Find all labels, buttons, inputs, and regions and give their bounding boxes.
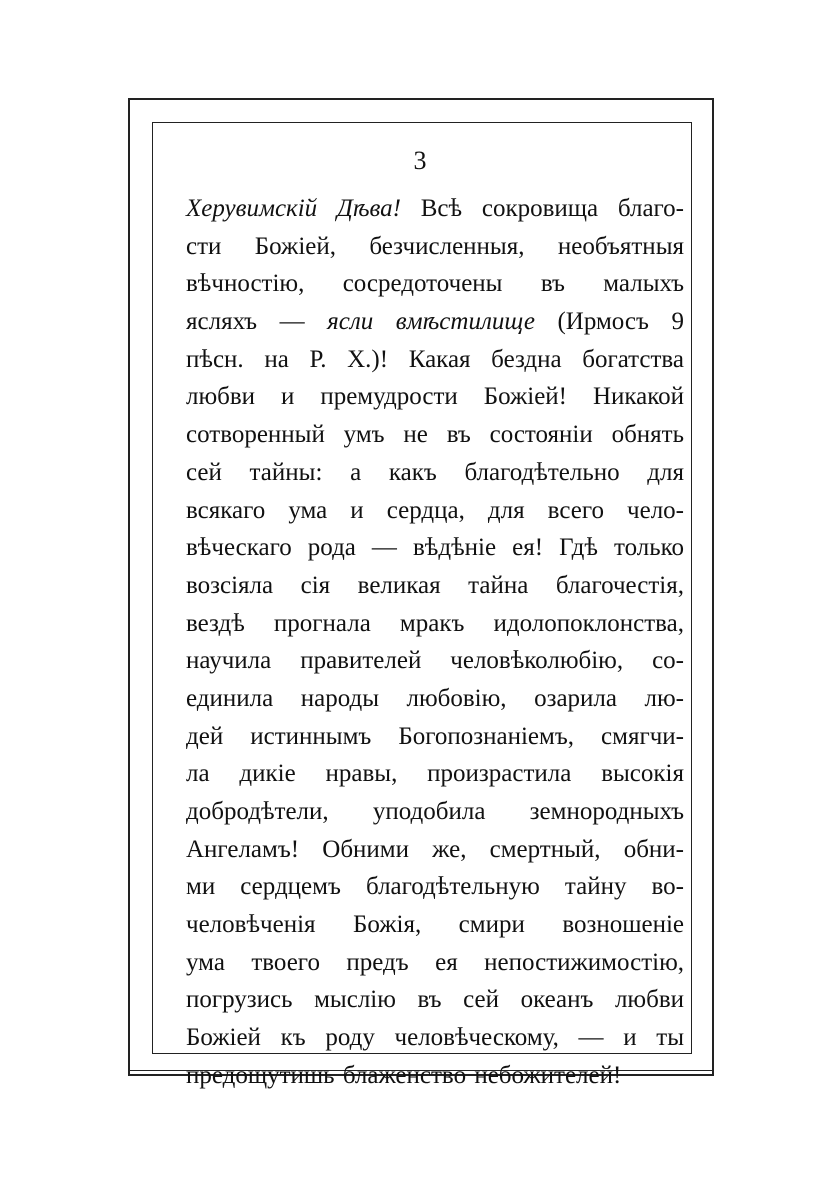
italic-phrase: Херувимскій Дѣва! [186,195,402,222]
text-line: вѣчностію, сосредоточены въ малыхъ [186,270,684,298]
body-text [186,190,684,1095]
text-line: ла дикіе нравы, произрастила высокія [186,760,684,788]
page-number: 3 [413,146,427,175]
text-line: вездѣ прогнала мракъ идолопоклонства, [186,609,684,637]
text-line-last: предощутишь блаженство небожителей! [186,1061,622,1089]
text-line: дей истиннымъ Богопознаніемъ, смягчи- [186,722,684,750]
text-line: вѣческаго рода — вѣдѣніе ея! Гдѣ только [186,534,684,562]
text-line: единила народы любовію, озарила лю- [186,684,684,712]
text-line: человѣченія Божія, смири возношеніе [186,911,684,939]
text-line: сей тайны: а какъ благодѣтельно для [186,458,684,486]
text-line: сотворенный умъ не въ состояніи обнять [186,421,684,449]
text-line: Херувимскій Дѣва! Всѣ сокровища благо- [186,195,684,222]
text-line: погрузись мыслію въ сей океанъ любви [186,986,684,1014]
text-line: любви и премудрости Божіей! Никакой [186,383,684,411]
text-line: сти Божіей, безчисленныя, необъятныя [186,232,684,260]
text-line: ми сердцемъ благодѣтельную тайну во- [186,873,684,901]
italic-quote: ясли вмѣстилище [327,308,535,336]
text-line: пѣсн. на Р. Х.)! Какая бездна богатства [186,345,684,373]
text-line: Божіей къ роду человѣческому, — и ты [186,1024,684,1052]
text-line: ума твоего предъ ея непостижимостію, [186,948,684,976]
text-line: возсіяла сія великая тайна благочестія, [186,571,684,599]
text-line: Ангеламъ! Обними же, смертный, обни- [186,835,684,863]
text-line: добродѣтели, уподобила земнородныхъ [186,798,684,825]
text-line: ясляхъ — ясли вмѣстилище (Ирмосъ 9 [186,308,684,336]
text-line: научила правителей человѣколюбію, со- [186,647,684,675]
text-line: всякаго ума и сердца, для всего чело- [186,496,684,524]
